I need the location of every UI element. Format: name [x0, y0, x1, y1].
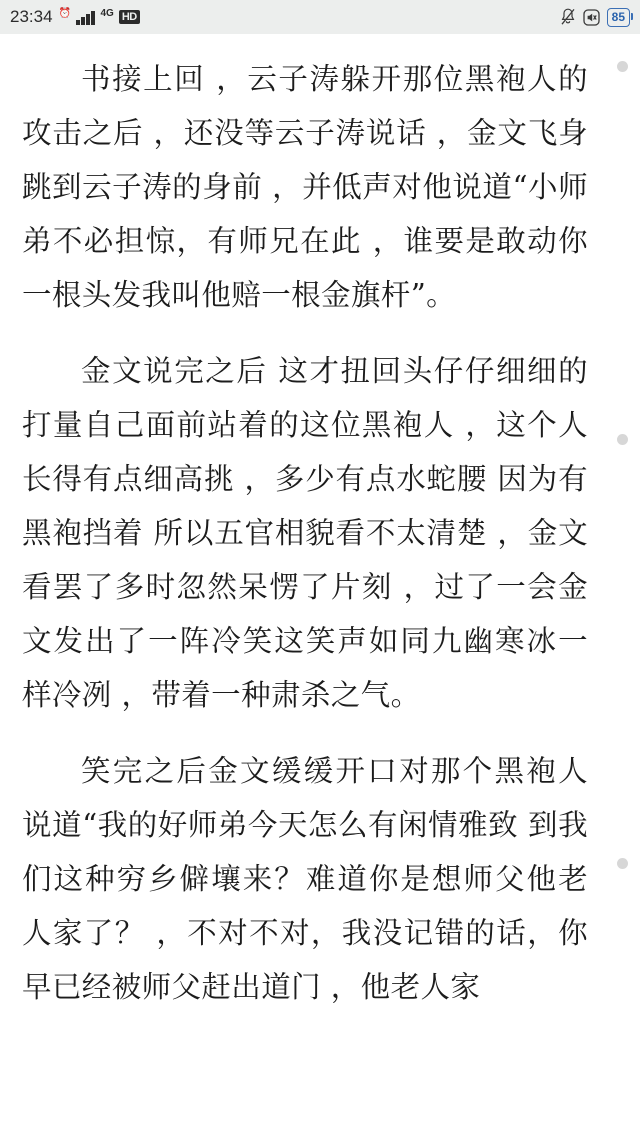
hd-badge: HD — [119, 10, 140, 24]
scroll-dot-1 — [617, 61, 628, 72]
page-text-body — [22, 52, 588, 1014]
silent-mode-icon — [583, 9, 600, 26]
paragraph: 笑完之后金文缓缓开口对那个黑袍人说道“我的好师弟今天怎么有闲情雅致 到我们这种穷乡僻壤来？难道你是想师父他老人家了？ ，不对不对，我没记错的话，你早已经被师父赶出道门 ，他老人家 — [22, 754, 588, 1004]
status-bar — [0, 0, 640, 34]
signal-bars-icon — [76, 9, 95, 25]
alarm-clock-icon: ⏰ — [58, 7, 71, 19]
reader-page[interactable] — [0, 34, 640, 1138]
clock: 23:34 — [10, 7, 53, 26]
paragraph: 金文说完之后 这才扭回头仔仔细细的打量自己面前站着的这位黑袍人 ，这个人长得有点细高挑 ，多少有点水蛇腰 因为有黑袍挡着 所以五官相貌看不太清楚 ，金文看罢了多时忽然呆愣了片刻 ，过了一会金文发出了一阵冷笑这笑声如同九幽寒冰一样冷冽 ，带着一种肃杀之气。 — [22, 354, 588, 712]
notification-off-icon — [560, 8, 576, 26]
paragraph: 书接上回 ，云子涛躲开那位黑袍人的攻击之后 ，还没等云子涛说话 ，金文飞身跳到云子涛的身前 ，并低声对他说道“小师弟不必担惊，有师兄在此 ，谁要是敢动你一根头发我叫他赔一根金旗杆”。 — [22, 62, 588, 312]
status-bar-left — [10, 7, 140, 27]
network-type-label: 4G — [100, 7, 114, 19]
scroll-dot-2 — [617, 434, 628, 445]
scroll-dot-3 — [617, 858, 628, 869]
battery-indicator: 85 — [607, 8, 630, 27]
status-bar-right — [560, 8, 630, 27]
